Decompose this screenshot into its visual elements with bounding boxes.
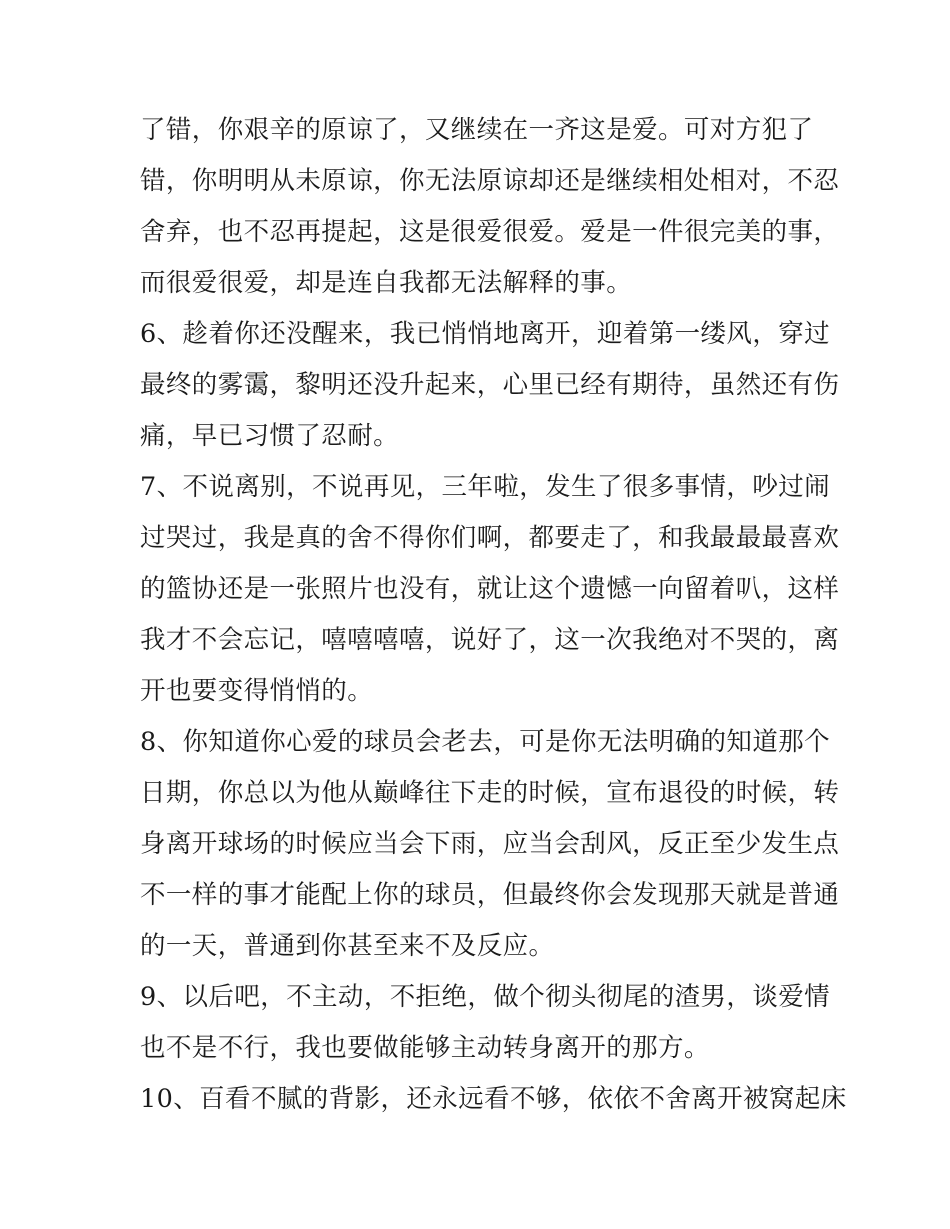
text-line: 6、趁着你还没醒来，我已悄悄地离开，迎着第一缕风，穿过 xyxy=(140,319,831,349)
text-line: 的篮协还是一张照片也没有，就让这个遗憾一向留着叭，这样 xyxy=(140,574,840,604)
text-line: 痛，早已习惯了忍耐。 xyxy=(140,421,400,451)
text-line: 而很爱很爱，却是连自我都无法解释的事。 xyxy=(140,268,633,298)
text-line: 也不是不行，我也要做能够主动转身离开的那方。 xyxy=(140,1033,710,1063)
text-line: 舍弃，也不忍再提起，这是很爱很爱。爱是一件很完美的事， xyxy=(140,217,840,247)
text-line: 我才不会忘记，嘻嘻嘻嘻，说好了，这一次我绝对不哭的，离 xyxy=(140,625,840,655)
text-line: 不一样的事才能配上你的球员，但最终你会发现那天就是普通 xyxy=(140,880,840,910)
text-line: 9、以后吧，不主动，不拒绝，做个彻头彻尾的渣男，谈爱情 xyxy=(140,982,831,1012)
text-line: 8、你知道你心爱的球员会老去，可是你无法明确的知道那个 xyxy=(140,727,831,757)
text-line: 的一天，普通到你甚至来不及反应。 xyxy=(140,931,555,961)
text-line: 日期，你总以为他从巅峰往下走的时候，宣布退役的时候，转 xyxy=(140,778,840,808)
text-line: 身离开球场的时候应当会下雨，应当会刮风，反正至少发生点 xyxy=(140,829,840,859)
text-line: 7、不说离别，不说再见，三年啦，发生了很多事情，吵过闹 xyxy=(140,472,831,502)
text-line: 错，你明明从未原谅，你无法原谅却还是继续相处相对，不忍 xyxy=(140,166,840,196)
text-line: 了错，你艰辛的原谅了，又继续在一齐这是爱。可对方犯了 xyxy=(140,115,814,145)
text-line: 最终的雾霭，黎明还没升起来，心里已经有期待，虽然还有伤 xyxy=(140,370,840,400)
text-line: 开也要变得悄悄的。 xyxy=(140,676,374,706)
text-line: 过哭过，我是真的舍不得你们啊，都要走了，和我最最最喜欢 xyxy=(140,523,840,553)
text-line: 10、百看不腻的背影，还永远看不够，依依不舍离开被窝起床 xyxy=(140,1084,847,1114)
